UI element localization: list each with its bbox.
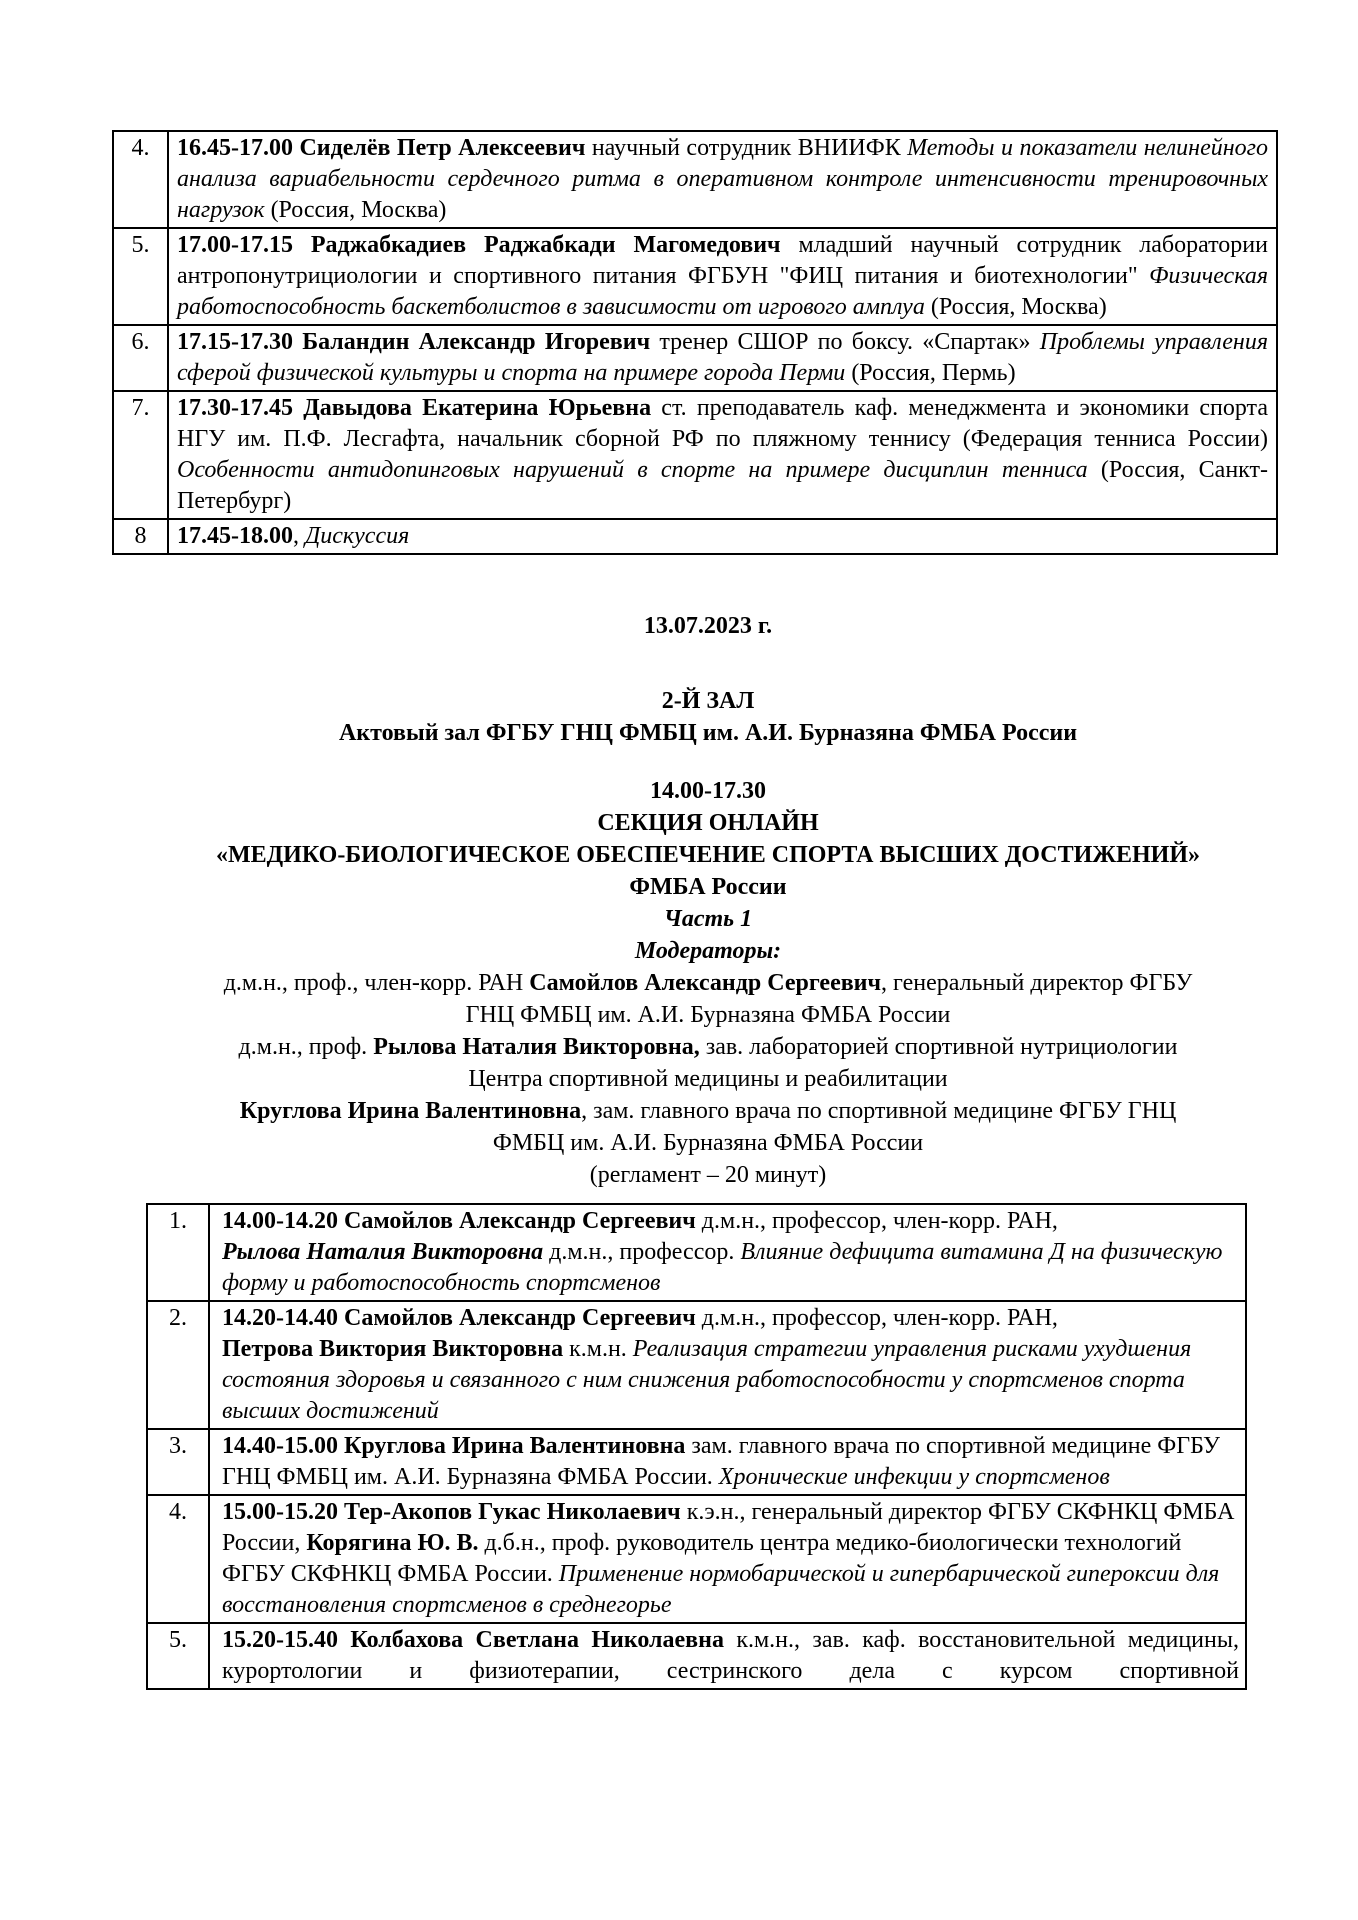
table-row	[113, 325, 1277, 391]
text-segment: Проблемы управления сферой физической культуры и спорта на примере города Перми	[177, 329, 1268, 386]
date-heading: 13.07.2023 г.	[643, 613, 773, 639]
session-org: ФМБА России	[629, 874, 787, 900]
hall-heading: 2-Й ЗАЛ	[661, 688, 755, 714]
spacer	[118, 642, 1298, 685]
text-segment: (Россия, Санкт-Петербург)	[177, 457, 1268, 514]
table-row	[113, 228, 1277, 325]
text-segment: Рылова Наталия Викторовна,	[373, 1034, 700, 1060]
text-segment: зав. лабораторией спортивной нутрициологии	[699, 1034, 1178, 1060]
moderator-entry	[118, 967, 1298, 1031]
moderator-entry	[118, 1031, 1298, 1095]
schedule-table-2	[146, 1203, 1247, 1690]
row-content	[209, 1429, 1246, 1495]
session-format: СЕКЦИЯ ОНЛАЙН	[597, 810, 819, 836]
text-segment: 15.00-15.20 Тер-Акопов Гукас Николаевич	[222, 1499, 681, 1525]
schedule-table-1-body	[113, 131, 1277, 554]
session-time: 14.00-17.30	[650, 778, 766, 804]
row-content	[209, 1204, 1246, 1301]
session-header	[118, 610, 1298, 1191]
text-segment: Центра спортивной медицины и реабилитации	[468, 1066, 948, 1092]
text-segment: 15.20-15.40 Колбахова Светлана Николаевна	[222, 1627, 724, 1653]
text-segment: д.б.н., проф. руководитель центра медико-биологически технологий ФГБУ СКФНКЦ ФМБА России.	[222, 1530, 1182, 1587]
table-row	[113, 391, 1277, 519]
text-segment: д.м.н., профессор.	[543, 1239, 741, 1265]
row-number: 8	[113, 519, 168, 554]
text-segment: 17.45-18.00	[177, 523, 293, 549]
text-segment: Физическая работоспособность баскетболистов в зависимости от игрового амплуа	[177, 263, 1268, 320]
row-number: 1.	[147, 1204, 209, 1301]
row-content	[168, 391, 1277, 519]
table-row	[147, 1204, 1246, 1301]
row-number: 4.	[113, 131, 168, 228]
text-segment: к.м.н., зав. каф. восстановительной медицины, курортологии и физиотерапии, сестринского дела с курсом спортивной	[222, 1627, 1239, 1684]
session-title: «МЕДИКО-БИОЛОГИЧЕСКОЕ ОБЕСПЕЧЕНИЕ СПОРТА ВЫСШИХ ДОСТИЖЕНИЙ»	[216, 842, 1200, 868]
text-segment: Петрова Виктория Викторовна	[222, 1336, 564, 1362]
row-content	[168, 325, 1277, 391]
text-segment: 17.00-17.15 Раджабкадиев Раджабкади Магомедович	[177, 232, 781, 258]
row-number: 6.	[113, 325, 168, 391]
text-segment: Методы и показатели нелинейного анализа вариабельности сердечного ритма в оперативном контроле интенсивности тренировочных нагрузок	[177, 135, 1268, 223]
text-segment: научный сотрудник ВНИИФК	[585, 135, 908, 161]
text-segment: (Россия, Москва)	[264, 197, 447, 223]
row-number: 7.	[113, 391, 168, 519]
text-segment: д.м.н., профессор, член-корр. РАН,	[695, 1208, 1058, 1234]
table-row	[147, 1495, 1246, 1623]
text-segment: д.м.н., проф., член-корр. РАН	[223, 970, 530, 996]
row-number: 4.	[147, 1495, 209, 1623]
text-segment: , зам. главного врача по спортивной медицине ФГБУ ГНЦ	[581, 1098, 1177, 1124]
moderators-label: Модераторы:	[634, 938, 782, 964]
schedule-table-1	[112, 130, 1278, 555]
text-segment: Реализация стратегии управления рисками ухудшения состояния здоровья и связанного с ним снижения работоспособности у спортсменов спорта высших достижений	[222, 1336, 1192, 1424]
row-content	[168, 519, 1277, 554]
session-part: Часть 1	[663, 906, 753, 932]
text-segment: Самойлов Александр Сергеевич	[529, 970, 882, 996]
text-segment: Хронические инфекции у спортсменов	[718, 1464, 1110, 1490]
hall-location: Актовый зал ФГБУ ГНЦ ФМБЦ им. А.И. Бурназяна ФМБА России	[338, 720, 1078, 746]
text-segment: тренер СШОР по боксу. «Спартак»	[650, 329, 1040, 355]
text-segment: ГНЦ ФМБЦ им. А.И. Бурназяна ФМБА России	[465, 1002, 951, 1028]
row-number: 3.	[147, 1429, 209, 1495]
text-segment: Рылова Наталия Викторовна	[222, 1239, 544, 1265]
table-row	[147, 1623, 1246, 1689]
text-segment: ФМБЦ им. А.И. Бурназяна ФМБА России	[492, 1130, 924, 1156]
row-number: 5.	[113, 228, 168, 325]
row-content	[168, 131, 1277, 228]
text-segment: 14.20-14.40 Самойлов Александр Сергеевич	[222, 1305, 696, 1331]
table-row	[147, 1429, 1246, 1495]
moderator-entry	[118, 1095, 1298, 1159]
text-segment: 14.00-14.20 Самойлов Александр Сергеевич	[222, 1208, 696, 1234]
table-row	[113, 131, 1277, 228]
text-segment: , генеральный директор ФГБУ	[881, 970, 1193, 996]
text-segment: Корягина Ю. В.	[306, 1530, 479, 1556]
text-segment: зам. главного врача по спортивной медицине ФГБУ ГНЦ ФМБЦ им. А.И. Бурназяна ФМБА России.	[222, 1433, 1221, 1490]
text-segment: (Россия, Москва)	[924, 294, 1107, 320]
row-number: 2.	[147, 1301, 209, 1429]
text-segment: ст. преподаватель каф. менеджмента и экономики спорта НГУ им. П.Ф. Лесгафта, начальник сборной РФ по пляжному теннису (Федерация тенниса России)	[177, 395, 1268, 452]
row-content	[209, 1623, 1246, 1689]
text-segment: 17.30-17.45 Давыдова Екатерина Юрьевна	[177, 395, 652, 421]
text-segment: ,	[293, 523, 305, 549]
text-segment: 16.45-17.00 Сиделёв Петр Алексеевич	[177, 135, 586, 161]
row-content	[209, 1495, 1246, 1623]
text-segment: 14.40-15.00 Круглова Ирина Валентиновна	[222, 1433, 686, 1459]
row-content	[209, 1301, 1246, 1429]
row-content	[168, 228, 1277, 325]
text-segment: к.м.н.	[563, 1336, 633, 1362]
text-segment: 17.15-17.30 Баландин Александр Игоревич	[177, 329, 651, 355]
moderators-list	[118, 967, 1298, 1159]
table-row	[113, 519, 1277, 554]
text-segment: д.м.н., профессор, член-корр. РАН,	[695, 1305, 1058, 1331]
text-segment: Дискуссия	[305, 523, 410, 549]
table-row	[147, 1301, 1246, 1429]
time-limit-note: (регламент – 20 минут)	[589, 1162, 827, 1188]
text-segment: к.э.н., генеральный директор ФГБУ СКФНКЦ ФМБА России,	[222, 1499, 1235, 1556]
text-segment: Особенности антидопинговых нарушений в спорте на примере дисциплин тенниса	[177, 457, 1088, 483]
text-segment: Круглова Ирина Валентиновна	[239, 1098, 582, 1124]
text-segment: Влияние дефицита витамина Д на физическую форму и работоспособность спортсменов	[222, 1239, 1223, 1296]
text-segment: Применение нормобарической и гипербарической гипероксии для восстановления спортсменов в среднегорье	[222, 1561, 1220, 1618]
spacer	[118, 749, 1298, 775]
row-number: 5.	[147, 1623, 209, 1689]
text-segment: д.м.н., проф.	[238, 1034, 374, 1060]
text-segment: (Россия, Пермь)	[845, 360, 1016, 386]
schedule-table-2-body	[147, 1204, 1246, 1689]
text-segment: младший научный сотрудник лаборатории антропонутрициологии и спортивного питания ФГБУН "ФИЦ питания и биотехнологии"	[177, 232, 1268, 289]
